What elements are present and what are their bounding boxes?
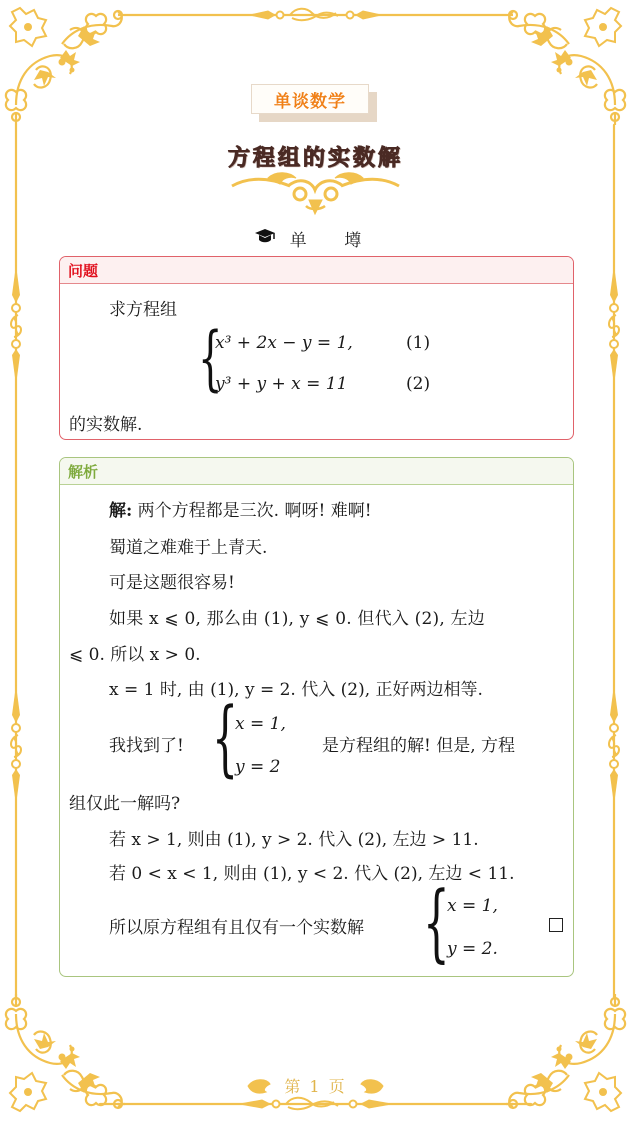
top-center-ornament <box>250 9 381 20</box>
analysis-box <box>59 457 574 977</box>
title-ornament <box>232 173 399 214</box>
solution-label: 解: <box>109 501 133 521</box>
system-brace: { <box>198 317 223 399</box>
qed-square-icon <box>549 918 563 932</box>
equation-2: y³ + y + x = 11 <box>215 374 348 394</box>
analysis-header: 解析 <box>60 458 573 485</box>
final-x: x = 1, <box>447 896 498 916</box>
equation-1: x³ + 2x − y = 1, <box>215 333 353 353</box>
graduation-cap-icon <box>254 228 276 249</box>
analysis-line-11-pre: 所以原方程组有且仅有一个实数解 <box>109 918 364 938</box>
page-number: 第 1 页 <box>284 1077 347 1096</box>
author-name: 单 墫 <box>289 231 378 251</box>
analysis-line-1: 解: 两个方程都是三次. 啊呀! 难啊! <box>109 501 372 521</box>
analysis-line-9: 若 x > 1, 则由 (1), y > 2. 代入 (2), 左边 > 11. <box>109 830 479 850</box>
final-solution-brace: { <box>423 873 450 971</box>
problem-header: 问题 <box>60 257 573 284</box>
analysis-line-3: 可是这题很容易! <box>109 573 235 593</box>
analysis-line-6: x = 1 时, 由 (1), y = 2. 代入 (2), 正好两边相等. <box>109 680 483 700</box>
equation-1-tag: (1) <box>406 333 431 353</box>
analysis-line-7-post: 是方程组的解! 但是, 方程 <box>322 736 516 756</box>
analysis-line-4: 如果 x ⩽ 0, 那么由 (1), y ⩽ 0. 但代入 (2), 左边 <box>109 609 485 629</box>
equation-2-tag: (2) <box>406 374 431 394</box>
analysis-line-8: 组仅此一解吗? <box>69 794 181 814</box>
analysis-line-7-pre: 我找到了! <box>109 736 184 756</box>
author-line <box>0 226 631 251</box>
page-title: 方程组的实数解 <box>227 145 403 171</box>
found-x: x = 1, <box>235 714 286 734</box>
problem-outro: 的实数解. <box>69 415 143 435</box>
analysis-line-5: ⩽ 0. 所以 x > 0. <box>69 645 201 665</box>
analysis-line-10: 若 0 < x < 1, 则由 (1), y < 2. 代入 (2), 左边 < 11. <box>109 864 515 884</box>
problem-box <box>59 256 574 440</box>
found-y: y = 2 <box>235 757 281 777</box>
series-label: 单谈数学 <box>251 84 369 114</box>
found-solution-brace: { <box>212 691 239 786</box>
final-y: y = 2. <box>447 939 498 959</box>
series-badge <box>251 84 379 124</box>
problem-intro: 求方程组 <box>109 300 177 320</box>
analysis-line-2: 蜀道之难难于上青天. <box>109 538 268 558</box>
